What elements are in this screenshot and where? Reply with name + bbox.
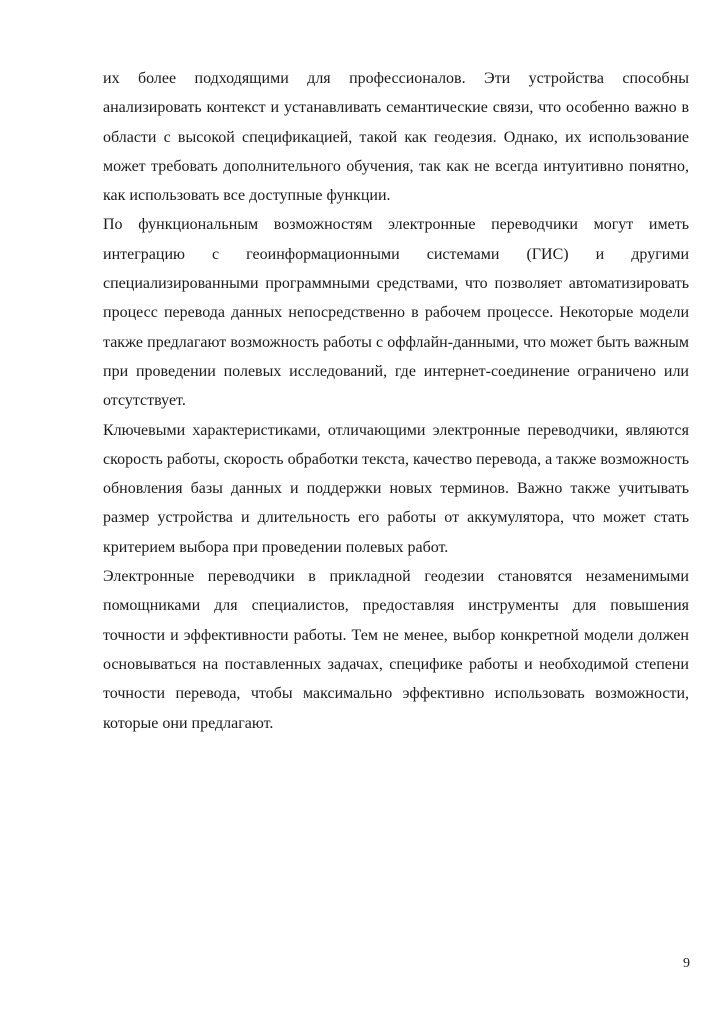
paragraph: их более подходящими для профессионалов. Эти устройства способны анализировать контекст и устанавливать семантические связи, что особенно важно в области с высокой спецификацией, такой как геодезия. Однако, их использование может требовать дополнительного обучения, так как не всегда интуитивно понятно, как использовать все доступные функции. [103,70,689,205]
paragraph: Электронные переводчики в прикладной геодезии становятся незаменимыми помощниками для специалистов, предоставляя инструменты для повышения точности и эффективности работы. Тем не менее, выбор конкретной модели должен основываться на поставленных задачах, специфике работы и необходимой степени точности перевода, чтобы максимально эффективно использовать возможности, которые они предлагают. [103,568,689,732]
page-number: 9 [683,956,690,971]
paragraph: Ключевыми характеристиками, отличающими электронные переводчики, являются скорость работы, скорость обработки текста, качество перевода, а также возможность обновления базы данных и поддержки новых терминов. Важно также учитывать размер устройства и длительность его работы от аккумулятора, что может стать критерием выбора при проведении полевых работ. [103,421,689,556]
body-text [103,64,689,738]
paragraph: По функциональным возможностям электронные переводчики могут иметь интеграцию с геоинформационными системами (ГИС) и другими специализированными программными средствами, что позволяет автоматизировать процесс перевода данных непосредственно в рабочем процессе. Некоторые модели также предлагают возможность работы с оффлайн-данными, что может быть важным при проведении полевых исследований, где интернет-соединение ограничено или отсутствует. [103,216,689,410]
